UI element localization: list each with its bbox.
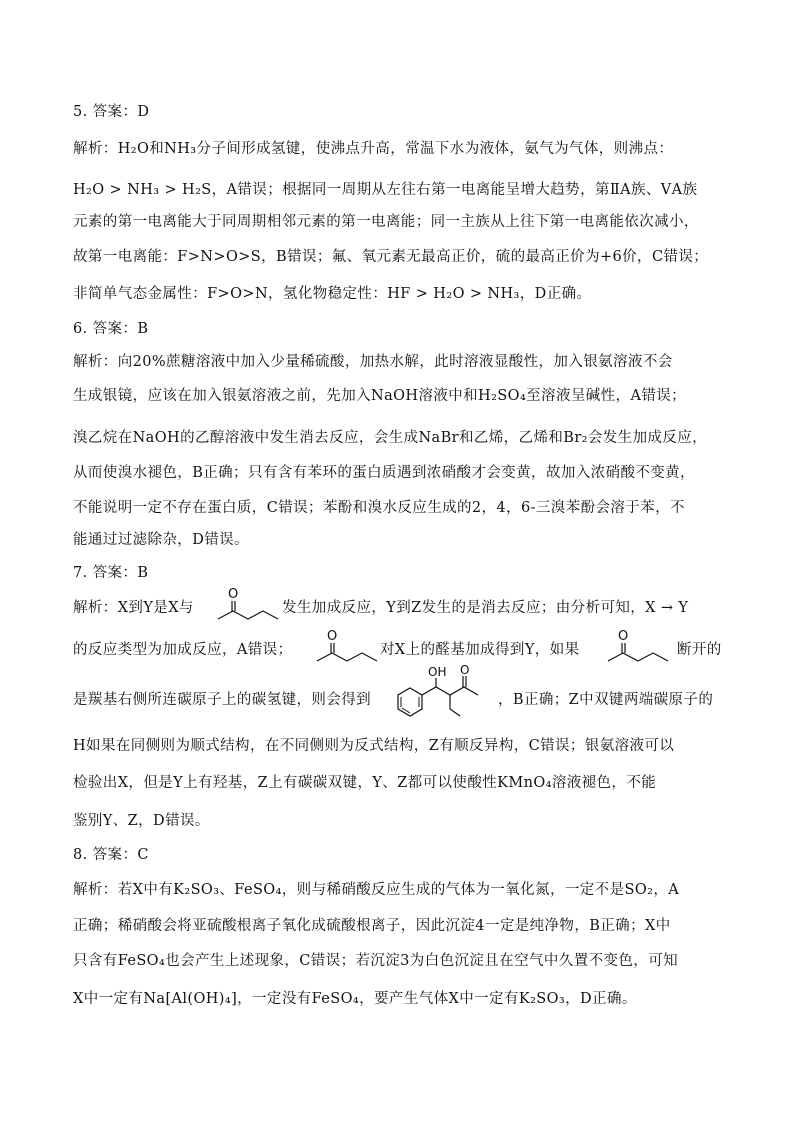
q8-line-2: 正确；稀硝酸会将亚硫酸根离子氧化成硫酸根离子，因此沉淀4一定是纯净物，B正确；X中 (73, 918, 671, 934)
q7-line-3a: 是羰基右侧所连碳原子上的碳氢键，则会得到 (73, 692, 371, 708)
carbonyl-o-label: O (460, 664, 470, 677)
q5-line-5: 非简单气态金属性：F>O>N，氢化物稳定性：HF > H₂O > NH₃，D正确。 (73, 286, 592, 302)
ketone-o-label: O (228, 587, 239, 602)
ketone-o-label: O (327, 629, 338, 644)
q6-line-1: 解析：向20%蔗糖溶液中加入少量稀硫酸，加热水解，此时溶液显酸性，加入银氨溶液不会 (73, 354, 673, 370)
hydroxyl-label: OH (428, 665, 447, 679)
ketone-structure-2 (313, 627, 379, 665)
q5-line-4: 故第一电离能：F>N>O>S，B错误；氟、氧元素无最高正价，硫的最高正价为+6价，C错误； (73, 249, 709, 265)
q8-line-4: X中一定有Na[Al(OH)₄]，一定没有FeSO₄，要产生气体X中一定有K₂SO₃，D正确。 (73, 991, 637, 1007)
ketone-structure-3 (604, 627, 670, 665)
q6-header: 6. 答案：B (73, 321, 149, 337)
q8-header: 8. 答案：C (73, 847, 149, 863)
q7-line-1b: 发生加成反应，Y到Z发生的是消去反应；由分析可知，X → Y (282, 600, 689, 616)
q5-line-3: 元素的第一电离能大于同周期相邻元素的第一电离能；同一主族从上往下第一电离能依次减小， (73, 214, 699, 230)
q5-header: 5. 答案：D (73, 104, 150, 120)
q7-line-4: H如果在同侧则为顺式结构，在不同侧则为反式结构，Z有顺反异构，C错误；银氨溶液可以 (73, 738, 675, 754)
q7-line-6: 鉴别Y、Z，D错误。 (73, 813, 210, 829)
q7-line-1a: 解析：X到Y是X与 (73, 600, 194, 616)
q8-line-3: 只含有FeSO₄也会产生上述现象，C错误；若沉淀3为白色沉淀且在空气中久置不变色，可知 (73, 953, 678, 969)
q5-line-1: 解析：H₂O和NH₃分子间形成氢键，使沸点升高，常温下水为液体，氨气为气体，则沸点： (73, 141, 674, 157)
q8-line-1: 解析：若X中有K₂SO₃、FeSO₄，则与稀硝酸反应生成的气体为一氧化氮，一定不是SO₂，A (73, 882, 680, 898)
q7-line-2c: 断开的 (677, 642, 722, 658)
q6-line-3: 溴乙烷在NaOH的乙醇溶液中发生消去反应，会生成NaBr和乙烯，乙烯和Br₂会发生加成反应， (73, 430, 708, 446)
q7-header: 7. 答案：B (73, 565, 149, 581)
q6-line-4: 从而使溴水褪色，B正确；只有含有苯环的蛋白质遇到浓硝酸才会变黄，故加入浓硝酸不变黄， (73, 465, 695, 481)
q5-line-2: H₂O > NH₃ > H₂S，A错误；根据同一周期从左往右第一电离能呈增大趋势，第ⅡA族、ⅤA族 (73, 182, 698, 198)
q7-line-5: 检验出X，但是Y上有羟基，Z上有碳碳双键，Y、Z都可以使酸性KMnO₄溶液褪色，不能 (73, 775, 657, 791)
q6-line-2: 生成银镜，应该在加入银氨溶液之前，先加入NaOH溶液中和H₂SO₄至溶液呈碱性，A错误； (73, 388, 687, 404)
hydroxy-ketone-structure (388, 664, 496, 728)
ketone-o-label: O (618, 629, 629, 644)
q7-line-3b: ，B正确；Z中双键两端碳原子的 (498, 692, 714, 708)
q7-line-2b: 对X上的醛基加成得到Y，如果 (380, 642, 580, 658)
ketone-structure-1 (214, 585, 280, 623)
q6-line-5: 不能说明一定不存在蛋白质，C错误；苯酚和溴水反应生成的2，4，6-三溴苯酚会溶于苯，不 (73, 500, 685, 516)
q6-line-6: 能通过过滤除杂，D错误。 (73, 532, 249, 548)
q7-line-2a: 的反应类型为加成反应，A错误； (73, 642, 293, 658)
